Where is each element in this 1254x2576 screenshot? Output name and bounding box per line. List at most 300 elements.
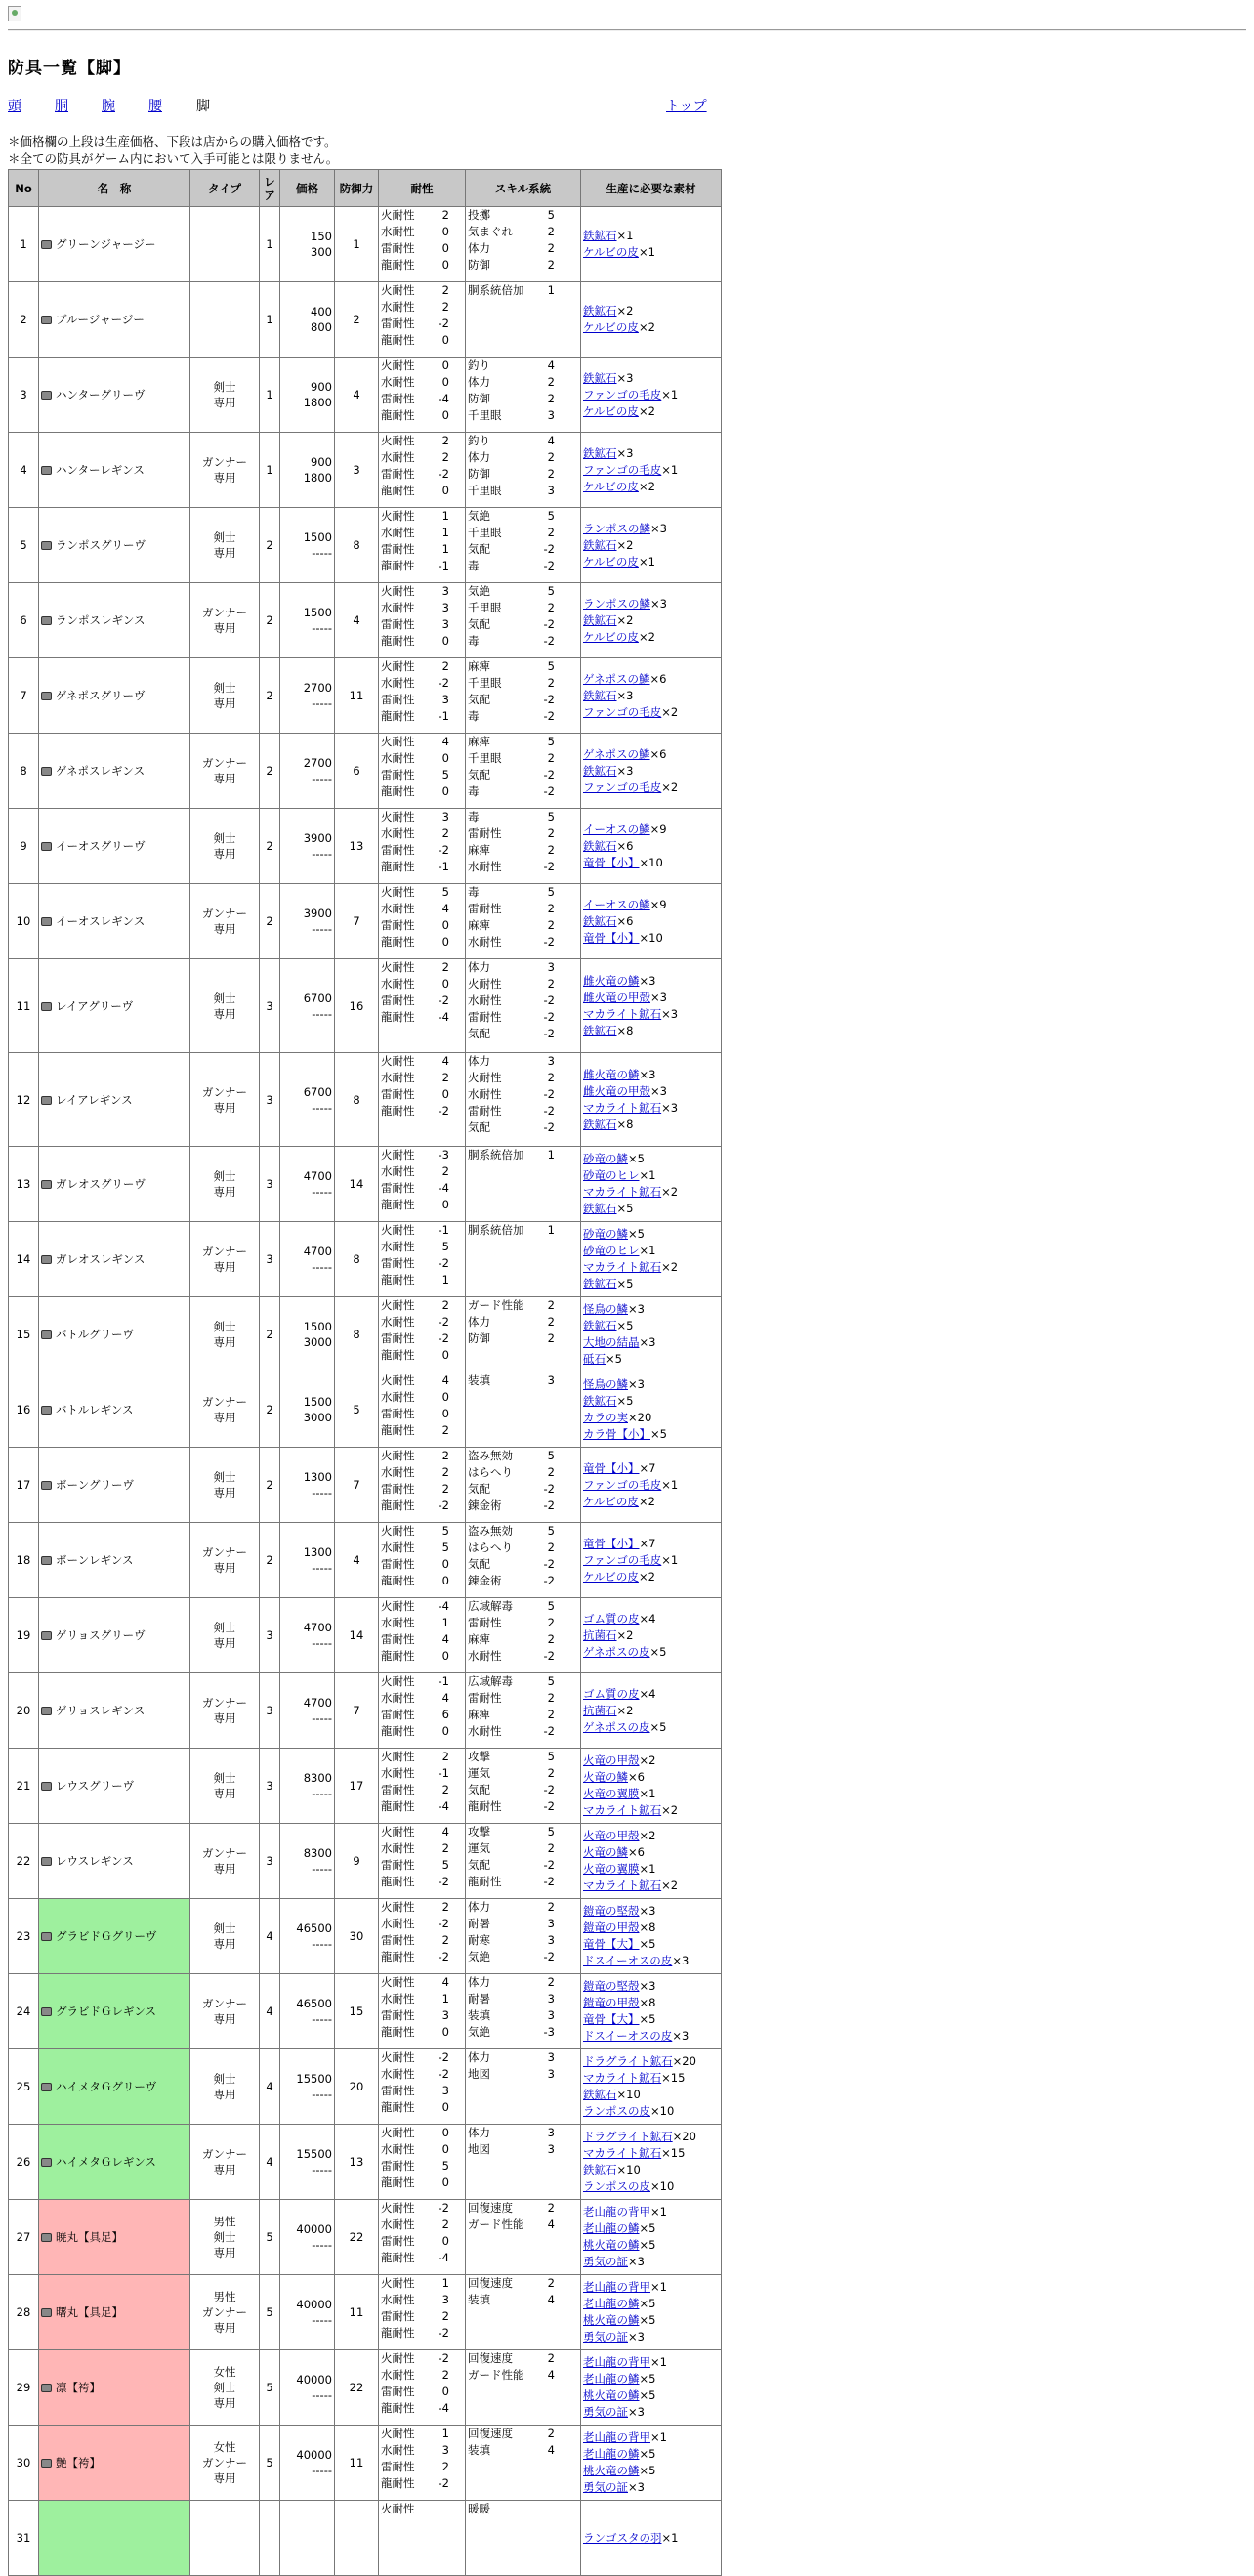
resistance-value: 3 [441,601,449,614]
material-link[interactable]: 老山龍の背甲 [583,2205,650,2218]
material-link[interactable]: 抗菌石 [583,1703,617,1717]
armor-type [190,2501,260,2576]
material-qty: ×5 [616,1202,634,1215]
material-link[interactable]: 火竜の翼膜 [583,1862,640,1876]
material-link[interactable]: 老山龍の鱗 [583,2447,640,2461]
material-link[interactable]: 火竜の翼膜 [583,1787,640,1800]
material-link[interactable]: 勇気の証 [583,2255,628,2268]
resistance-line [381,1974,463,1991]
skill-name: 回復速度 [468,2351,513,2365]
craft-price: 8300 [303,1846,332,1860]
material-link[interactable]: 火竜の鱗 [583,1770,628,1784]
material-link[interactable]: 鉄鉱石 [583,2163,617,2176]
skill-line [468,1874,578,1890]
skill-line [468,525,578,541]
material-line [583,370,719,387]
material-link[interactable]: カラ骨【小】 [583,1427,650,1441]
material-line [583,1844,719,1861]
resistance-name: 雷耐性 [381,392,415,405]
material-link[interactable]: 鉄鉱石 [583,1277,617,1290]
material-link[interactable]: 鉄鉱石 [583,1117,617,1131]
skill-points: -2 [543,860,555,873]
table-row [9,1749,722,1824]
material-line [583,1569,719,1585]
resistance-name: 雷耐性 [381,467,415,481]
skill-cell [466,2200,581,2275]
skill-line [468,750,578,767]
material-line [583,1995,719,2011]
resistance-name: 水耐性 [381,300,415,314]
resistance-line [381,959,463,976]
material-link[interactable]: 鉄鉱石 [583,537,617,552]
skill-line [468,1974,578,1991]
material-link[interactable]: 砥石 [583,1352,606,1366]
skill-cell [466,1824,581,1899]
skill-line [468,992,578,1009]
skill-line [468,1991,578,2007]
material-link[interactable]: 火竜の甲殻 [583,1829,640,1842]
resistance-cell [379,2125,466,2200]
material-link[interactable]: イーオスの鱗 [583,822,650,836]
material-link[interactable]: ドラグライト鉱石 [583,2054,673,2068]
material-qty: ×3 [639,1904,656,1918]
material-qty: ×3 [672,1954,690,1967]
material-link[interactable]: ファンゴの毛皮 [583,387,662,401]
material-link[interactable]: 竜骨【小】 [583,855,640,869]
defense: 11 [335,658,379,734]
resistance-value: 2 [441,434,449,447]
resistance-value: 5 [441,1524,449,1538]
material-cell [581,583,722,658]
material-link[interactable]: 火竜の鱗 [583,1845,628,1859]
material-link[interactable]: マカライト鉱石 [583,1185,662,1199]
resistance-value: 3 [441,2443,449,2457]
resistance-value: 4 [441,1373,449,1387]
material-link[interactable]: イーオスの鱗 [583,897,650,911]
material-link[interactable]: 鉄鉱石 [583,1023,617,1037]
defense [335,2501,379,2576]
resistance-name: 龍耐性 [381,2175,415,2189]
resistance-name: 水耐性 [381,1541,415,1554]
skill-name: ガード性能 [468,2217,524,2231]
material-link[interactable]: 鉄鉱石 [583,1202,617,1215]
material-link[interactable]: マカライト鉱石 [583,1879,662,1892]
craft-price: 4700 [303,1621,332,1634]
armor-name-cell [39,1523,190,1598]
skill-line [468,1119,578,1136]
shop-price: ----- [312,2388,332,2402]
skill-points: 3 [547,408,555,422]
material-link[interactable]: マカライト鉱石 [583,1100,662,1115]
material-link[interactable]: ケルビの皮 [583,320,639,334]
resistance-line [381,1464,463,1481]
material-link[interactable]: ケルビの皮 [583,1494,639,1508]
armor-icon [41,1556,52,1565]
material-link[interactable]: 桃火竜の鱗 [583,2388,640,2402]
material-link[interactable]: 鎧竜の甲殻 [583,1921,640,1934]
material-link[interactable]: 勇気の証 [583,2480,628,2494]
material-link[interactable]: 老山龍の鱗 [583,2297,640,2310]
material-link[interactable]: ケルビの皮 [583,554,639,569]
material-line [583,1611,719,1627]
material-link[interactable]: 鉄鉱石 [583,370,617,385]
material-line [583,1753,719,1769]
material-line [583,1023,719,1039]
resistance-line [381,1648,463,1665]
skill-name: 毒 [468,784,480,798]
table-row [9,207,722,282]
resistance-value: 0 [441,2234,449,2248]
material-link[interactable]: 砂竜の鱗 [583,1152,628,1165]
skill-points: 2 [547,918,555,932]
material-link[interactable]: ファンゴの毛皮 [583,780,662,794]
material-qty: ×9 [649,822,667,836]
material-link[interactable]: ランポスの鱗 [583,596,650,611]
armor-name: ボーンレギンス [56,1553,134,1567]
resistance-value: -2 [438,676,449,690]
armor-name: レイアグリーヴ [56,998,134,1013]
material-link[interactable]: 勇気の証 [583,2330,628,2344]
material-link[interactable]: 老山龍の背甲 [583,2430,650,2444]
table-row [9,1974,722,2049]
material-link[interactable]: ゲネポスの鱗 [583,671,650,686]
material-link[interactable]: ランポスの皮 [583,2179,650,2193]
material-line [583,1703,719,1719]
material-link[interactable]: 鉄鉱石 [583,612,617,627]
defense: 9 [335,1824,379,1899]
material-link[interactable]: 竜骨【小】 [583,1460,640,1475]
top-link[interactable]: トップ [666,99,707,114]
armor-icon [41,1096,52,1105]
skill-line [468,1009,578,1026]
resistance-line [381,1255,463,1272]
resistance-name: 水耐性 [381,601,415,614]
material-link[interactable]: マカライト鉱石 [583,1260,662,1274]
material-link[interactable]: 桃火竜の鱗 [583,2238,640,2252]
resistance-line [381,767,463,783]
row-number: 19 [9,1598,39,1673]
armor-icon [41,1782,52,1791]
material-line [583,596,719,612]
resistance-name: 龍耐性 [381,2401,415,2415]
resistance-value: 0 [441,918,449,932]
armor-icon [41,1002,52,1011]
skill-points: 2 [547,225,555,238]
material-link[interactable]: 老山龍の背甲 [583,2280,650,2294]
material-link[interactable]: 桃火竜の鱗 [583,2464,640,2477]
material-link[interactable]: ファンゴの毛皮 [583,704,662,719]
material-link[interactable]: ドスイーオスの皮 [583,2029,673,2043]
skill-line [468,1026,578,1042]
skill-line [468,959,578,976]
material-link[interactable]: 火竜の甲殻 [583,1753,640,1767]
resistance-line [381,2442,463,2459]
resistance-name: 水耐性 [381,977,415,991]
material-link[interactable]: 鉄鉱石 [583,838,617,853]
material-link[interactable]: 鉄鉱石 [583,2088,617,2101]
material-line [583,1686,719,1703]
rarity: 2 [260,734,280,809]
skill-line [468,616,578,633]
material-link[interactable]: カラの実 [583,1411,628,1424]
nav-link-body[interactable]: 胴 [55,99,68,114]
resistance-name: 水耐性 [381,450,415,464]
table-row [9,1598,722,1673]
material-link[interactable]: 怪鳥の鱗 [583,1377,628,1391]
resistance-line [381,2250,463,2266]
skill-name: 体力 [468,1975,490,1989]
material-line [583,1878,719,1894]
material-qty: ×5 [616,1394,634,1408]
table-row [9,2275,722,2350]
material-link[interactable]: ケルビの皮 [583,1569,639,1584]
material-link[interactable]: 雌火竜の甲殻 [583,990,650,1004]
material-link[interactable]: 竜骨【大】 [583,1937,640,1951]
material-link[interactable]: 抗菌石 [583,1627,617,1642]
material-link[interactable]: 老山龍の鱗 [583,2221,640,2235]
material-cell [581,1147,722,1222]
armor-name-cell [39,358,190,433]
material-cell [581,2275,722,2350]
material-link[interactable]: ファンゴの毛皮 [583,462,662,477]
material-link[interactable]: ケルビの皮 [583,629,639,644]
skill-cell [466,1673,581,1749]
armor-type: ガンナー 専用 [190,2125,260,2200]
skill-points: -2 [543,1120,555,1134]
material-link[interactable]: ドスイーオスの皮 [583,1954,673,1967]
row-number: 28 [9,2275,39,2350]
table-row [9,1147,722,1222]
material-link[interactable]: 鉄鉱石 [583,445,617,460]
resistance-line [381,734,463,750]
material-link[interactable]: ゴム質の皮 [583,1611,640,1626]
skill-line [468,2292,578,2308]
skill-line [468,224,578,240]
shop-price: ----- [312,697,332,710]
material-cell [581,1749,722,1824]
material-line [583,1276,719,1292]
skill-line [468,1707,578,1723]
material-link[interactable]: 雌火竜の甲殻 [583,1083,650,1098]
material-link[interactable]: ランポスの皮 [583,2104,650,2118]
material-link[interactable]: 桃火竜の鱗 [583,2313,640,2327]
material-link[interactable]: マカライト鉱石 [583,2146,662,2160]
resistance-line [381,1932,463,1949]
resistance-value: 2 [441,1071,449,1084]
resistance-line [381,2400,463,2417]
nav-link-head[interactable]: 頭 [8,99,21,114]
skill-name: 防御 [468,258,490,272]
skill-name: 体力 [468,375,490,389]
resistance-value: -2 [438,993,449,1007]
material-link[interactable]: 鉄鉱石 [583,913,617,928]
material-link[interactable]: ゴム質の皮 [583,1686,640,1701]
material-link[interactable]: 砂竜の鱗 [583,1227,628,1241]
material-link[interactable]: 鎧竜の甲殻 [583,1996,640,2009]
resistance-name: 雷耐性 [381,542,415,556]
resistance-value: -2 [438,1917,449,1930]
defense: 22 [335,2200,379,2275]
skill-line [468,633,578,650]
resistance-line [381,1272,463,1288]
material-link[interactable]: 大地の結晶 [583,1335,640,1349]
resistance-name: 火耐性 [381,1825,415,1838]
material-link[interactable]: 老山龍の鱗 [583,2372,640,2386]
resistance-line [381,257,463,274]
table-row [9,809,722,884]
material-link[interactable]: マカライト鉱石 [583,1006,662,1021]
material-link[interactable]: ランゴスタの羽 [583,2530,662,2545]
material-link[interactable]: ランポスの鱗 [583,521,650,535]
resistance-cell [379,1448,466,1523]
material-link[interactable]: 勇気の証 [583,2405,628,2419]
resistance-name: 龍耐性 [381,784,415,798]
table-row [9,2125,722,2200]
resistance-name: 火耐性 [381,2276,415,2290]
row-number: 1 [9,207,39,282]
skill-name: 盗み無効 [468,1524,513,1538]
resistance-name: 水耐性 [381,1917,415,1930]
skill-points: 2 [547,902,555,915]
material-link[interactable]: ファンゴの毛皮 [583,1552,662,1567]
material-qty: ×6 [649,746,667,761]
material-line [583,1243,719,1259]
material-qty: ×3 [628,2480,645,2494]
material-link[interactable]: 鉄鉱石 [583,1319,617,1332]
broken-image-icon [8,6,21,21]
material-line [583,2296,719,2312]
resistance-value: -2 [438,843,449,857]
material-link[interactable]: マカライト鉱石 [583,2071,662,2085]
material-line [583,2220,719,2237]
skill-line [468,2049,578,2066]
material-link[interactable]: 鉄鉱石 [583,229,617,242]
material-line [583,1426,719,1443]
skill-name: 毒 [468,634,480,648]
rarity: 2 [260,508,280,583]
material-cell [581,658,722,734]
material-link[interactable]: ゲネポスの皮 [583,1644,650,1659]
rarity: 2 [260,1297,280,1372]
defense: 16 [335,959,379,1053]
resistance-value: -4 [438,392,449,405]
skill-name: 耐暑 [468,1992,490,2006]
material-link[interactable]: マカライト鉱石 [583,1803,662,1817]
nav-link-waist[interactable]: 腰 [148,99,162,114]
material-link[interactable]: 鉄鉱石 [583,1394,617,1408]
craft-price: 6700 [303,1084,332,1099]
skill-line [468,2426,578,2442]
resistance-line [381,1347,463,1364]
material-qty: ×1 [639,1244,656,1257]
skill-points: 4 [547,434,555,447]
craft-price: 1500 [303,530,332,544]
material-qty: ×1 [650,2280,667,2294]
resistance-line [381,633,463,650]
material-link[interactable]: 鉄鉱石 [583,763,617,778]
resistance-name: 火耐性 [381,208,415,222]
skill-name: 地図 [468,2142,490,2156]
rarity: 2 [260,809,280,884]
defense: 15 [335,1974,379,2049]
resistance-value: 0 [441,359,449,372]
armor-icon [41,1330,52,1339]
table-row [9,282,722,358]
material-link[interactable]: 鉄鉱石 [583,688,617,702]
skill-name: 釣り [468,359,490,372]
nav-link-arm[interactable]: 腕 [102,99,115,114]
material-link[interactable]: ファンゴの毛皮 [583,1477,662,1492]
material-link[interactable]: 竜骨【小】 [583,930,640,945]
armor-icon [41,692,52,700]
material-line [583,671,719,688]
skill-line [468,708,578,725]
defense: 11 [335,2426,379,2501]
resistance-name: 水耐性 [381,2217,415,2231]
material-link[interactable]: 怪鳥の鱗 [583,1302,628,1316]
skill-points: -2 [543,1574,555,1587]
material-link[interactable]: 雌火竜の鱗 [583,973,640,988]
skill-points: -3 [543,2025,555,2039]
note-line: ＊全ての防具がゲーム内において入手可能とは限りません。 [8,151,339,166]
resistance-value: -4 [438,1010,449,1024]
material-link[interactable]: 雌火竜の鱗 [583,1067,640,1081]
resistance-cell [379,1598,466,1673]
material-link[interactable]: ドラグライト鉱石 [583,2130,673,2143]
skill-name: 体力 [468,1900,490,1914]
material-qty: ×10 [639,855,663,869]
material-link[interactable]: ケルビの皮 [583,245,639,259]
material-link[interactable]: 老山龍の背甲 [583,2355,650,2369]
material-link[interactable]: 竜骨【小】 [583,1536,640,1550]
material-link[interactable]: 鉄鉱石 [583,304,617,317]
material-link[interactable]: 鎧竜の堅殻 [583,1904,640,1918]
resistance-line [381,600,463,616]
material-link[interactable]: ケルビの皮 [583,479,639,493]
material-link[interactable]: 砂竜のヒレ [583,1168,640,1182]
skill-name: 気配 [468,1120,490,1134]
resistance-value: 0 [441,1390,449,1404]
material-line [583,1936,719,1953]
table-row [9,959,722,1053]
skill-name: 体力 [468,1315,490,1329]
resistance-line [381,2292,463,2308]
resistance-name: 火耐性 [381,1750,415,1763]
resistance-line [381,2384,463,2400]
rarity: 4 [260,1974,280,2049]
table-row [9,2200,722,2275]
skill-name: ガード性能 [468,1298,524,1312]
row-number: 18 [9,1523,39,1598]
material-link[interactable]: ゲネポスの鱗 [583,746,650,761]
resistance-line [381,917,463,934]
material-link[interactable]: 竜骨【大】 [583,2012,640,2026]
resistance-name: 火耐性 [381,2502,415,2515]
resistance-line [381,708,463,725]
skill-points: -2 [543,1858,555,1872]
material-link[interactable]: ケルビの皮 [583,403,639,418]
price-cell [280,2275,335,2350]
material-qty: ×5 [639,1937,656,1951]
material-link[interactable]: 鎧竜の堅殻 [583,1979,640,1993]
resistance-line [381,1690,463,1707]
material-cell [581,809,722,884]
material-link[interactable]: 砂竜のヒレ [583,1244,640,1257]
material-link[interactable]: ゲネポスの皮 [583,1719,650,1734]
price-cell [280,508,335,583]
resistance-name: 水耐性 [381,902,415,915]
defense: 2 [335,282,379,358]
